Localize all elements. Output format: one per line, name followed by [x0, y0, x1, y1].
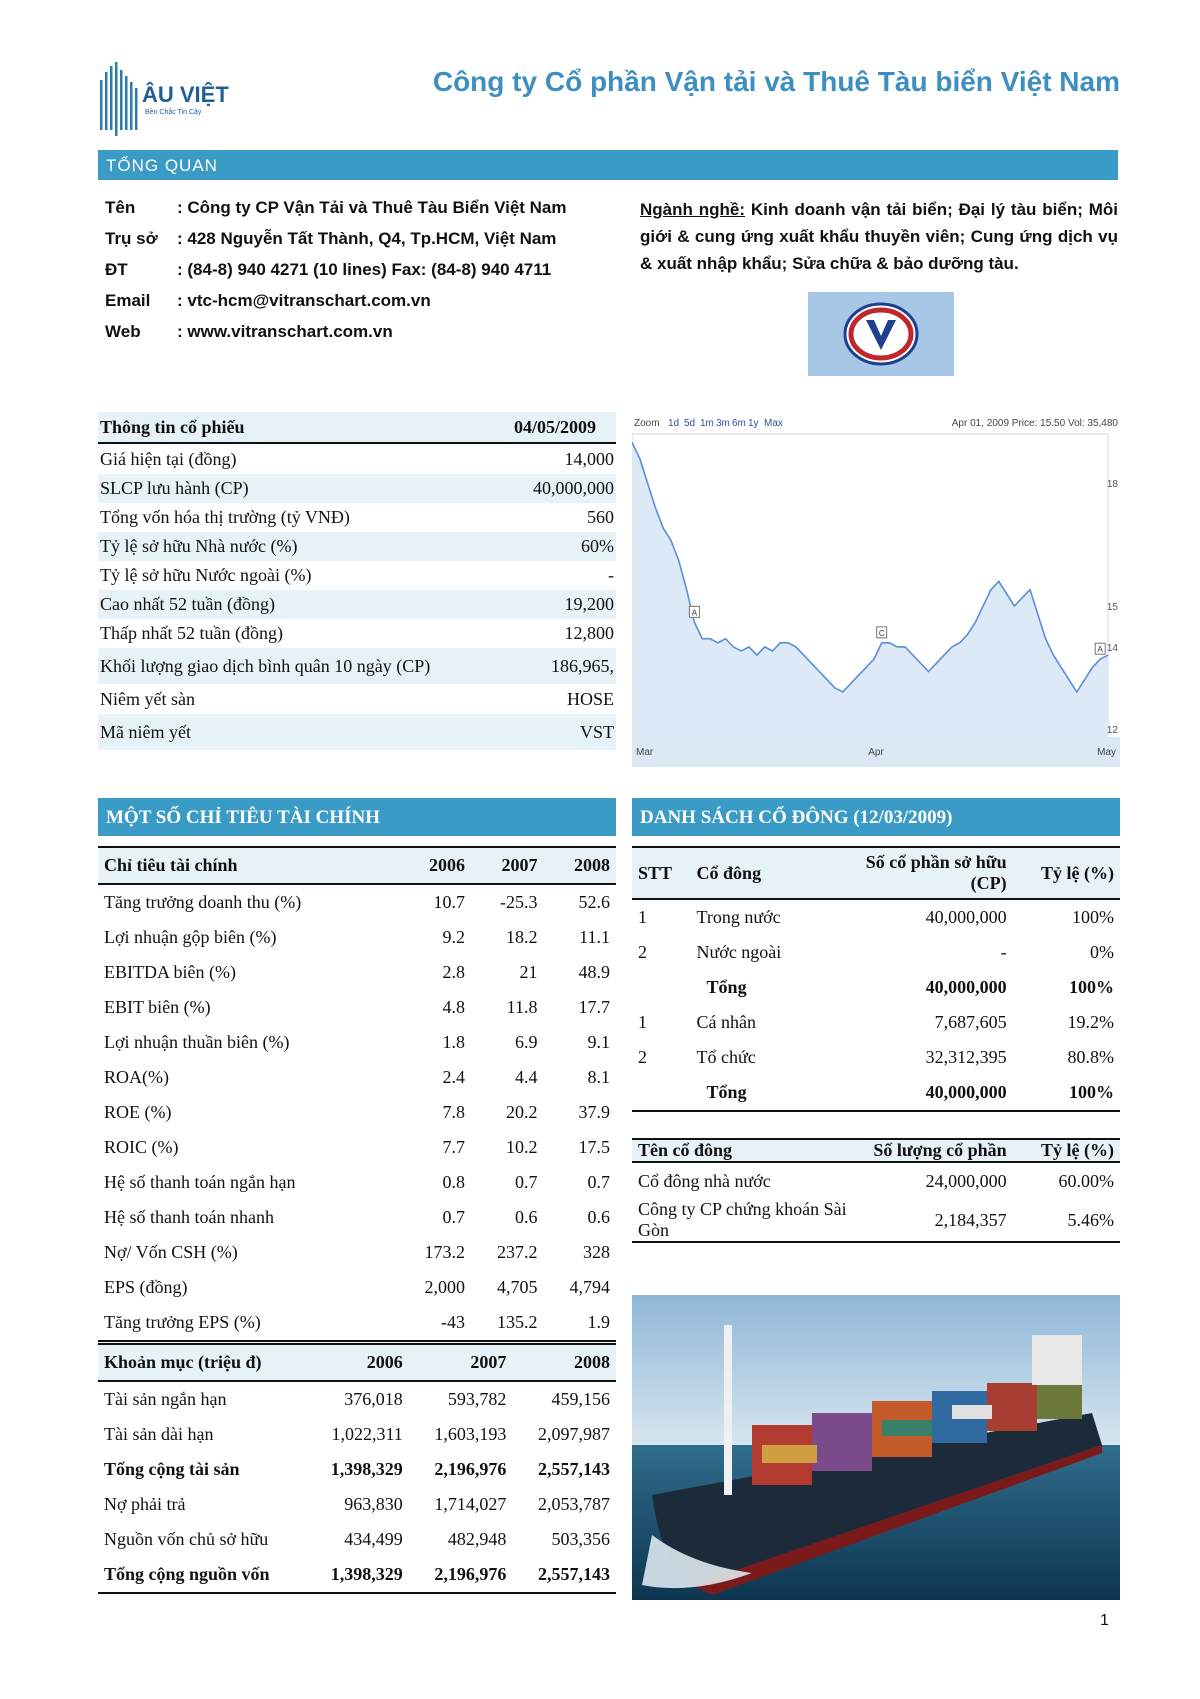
table-cell: 100%: [1013, 1075, 1120, 1111]
price-chart: [632, 412, 1120, 767]
vitranschart-logo: [808, 292, 954, 376]
table-cell: 593,782: [447, 1389, 507, 1409]
industry-text: Kinh doanh vận tải biển; Đại lý tàu biển; Môi giới & cung ứng xuất khẩu thuyền viên; Cung ứng dịch vụ & xuất nhập khẩu; Sửa chữa & bảo dưỡng tàu.: [640, 200, 1118, 273]
table-cell: 2,097,987: [538, 1424, 610, 1444]
column-header: Cổ đông: [691, 847, 837, 899]
table-row: [98, 1060, 616, 1095]
table-cell: Nguồn vốn chủ sở hữu: [104, 1529, 269, 1549]
stock-row: [98, 648, 616, 684]
table-header-row: [98, 847, 616, 884]
table-cell: Cá nhân: [696, 1012, 757, 1032]
table-cell: 17.7: [578, 997, 610, 1017]
table-cell: ROIC (%): [104, 1137, 179, 1157]
y-tick-label: 15: [1106, 601, 1118, 613]
column-header: 2008: [543, 847, 616, 884]
shareholders-heading: DANH SÁCH CỔ ĐÔNG (12/03/2009): [632, 798, 1120, 836]
table-row: [632, 1162, 1120, 1199]
x-tick-label: May: [1097, 747, 1116, 758]
table-cell: Tăng trưởng EPS (%): [98, 1305, 398, 1341]
table-cell: Lợi nhuận gộp biên (%): [104, 927, 277, 947]
table-cell: 503,356: [551, 1529, 610, 1549]
table-cell: Trong nước: [696, 907, 781, 927]
chart-readout: Apr 01, 2009 Price: 15.50 Vol: 35,480: [951, 418, 1118, 429]
info-key: Tên: [105, 198, 136, 217]
table-cell: 2,000: [424, 1277, 465, 1297]
stock-value: 14,000: [564, 448, 614, 469]
chart-zoom-option[interactable]: 1y: [748, 418, 759, 429]
logo-text: ÂU VIỆT: [142, 82, 229, 107]
table-cell: 4,794: [569, 1277, 610, 1297]
table-cell: 328: [583, 1242, 610, 1262]
column-header: 2007: [471, 847, 544, 884]
stock-value: HOSE: [566, 688, 614, 709]
info-key: Trụ sở: [105, 229, 158, 248]
table-cell: 18.2: [505, 927, 538, 947]
table-cell: [632, 1075, 691, 1111]
table-cell: 1,714,027: [434, 1494, 507, 1514]
table-cell: 24,000,000: [925, 1170, 1007, 1191]
table-cell: Nước ngoài: [696, 942, 782, 962]
column-header: 2006: [398, 847, 471, 884]
column-header: Số lượng cổ phần: [856, 1139, 1012, 1162]
table-cell: 40,000,000: [925, 907, 1007, 927]
table-cell: 0.6: [514, 1207, 538, 1227]
info-row: [105, 291, 625, 322]
y-tick-label: 14: [1106, 642, 1118, 654]
table-header-row: [98, 1344, 616, 1381]
stock-label: Khối lượng giao dịch bình quân 10 ngày (CP): [100, 655, 431, 676]
table-row: [632, 1005, 1120, 1040]
info-key: Email: [105, 291, 151, 310]
table-cell: EBIT biên (%): [104, 997, 211, 1017]
table-cell: 17.5: [578, 1137, 610, 1157]
chart-zoom-option[interactable]: 1d: [668, 418, 680, 429]
table-cell: Công ty CP chứng khoán Sài Gòn: [632, 1199, 856, 1242]
table-cell: Hệ số thanh toán nhanh: [104, 1207, 274, 1227]
table-cell: ROE (%): [104, 1102, 172, 1122]
page-title: Công ty Cổ phần Vận tải và Thuê Tàu biển Việt Nam: [432, 66, 1120, 97]
stock-row: [98, 684, 616, 714]
stock-row: [98, 444, 616, 474]
table-row: [98, 1417, 616, 1452]
container-ship-photo: [632, 1295, 1120, 1600]
table-cell: Tổng: [691, 1075, 837, 1111]
table-cell: 11.1: [579, 927, 610, 947]
table-cell: 10.2: [505, 1137, 538, 1157]
column-header: Số cổ phần sở hữu (CP): [837, 847, 1013, 899]
table-row: [98, 990, 616, 1025]
table-cell: 0.7: [587, 1172, 610, 1192]
table-cell: 32,312,395: [925, 1047, 1007, 1067]
table-cell: 21: [519, 962, 538, 982]
stock-row: [98, 561, 616, 590]
table-cell: 7,687,605: [934, 1012, 1007, 1032]
info-key: Web: [105, 322, 141, 341]
table-cell: 8.1: [587, 1067, 610, 1087]
stock-value: 40,000,000: [533, 478, 614, 498]
event-marker-label: A: [691, 608, 698, 618]
stock-title: Thông tin cổ phiếu: [100, 416, 245, 437]
table-cell: 52.6: [578, 892, 610, 912]
info-value[interactable]: : www.vitranschart.com.vn: [177, 322, 393, 341]
shareholder-structure-table: [632, 846, 1120, 1112]
table-row: [98, 955, 616, 990]
stock-value: 560: [587, 507, 614, 527]
table-cell: 2: [638, 1047, 647, 1067]
table-row: [98, 1235, 616, 1270]
stock-label: Cao nhất 52 tuần (đồng): [100, 594, 275, 614]
chart-zoom-option[interactable]: 5d: [684, 418, 696, 429]
table-row: [98, 1305, 616, 1341]
table-cell: 0%: [1090, 942, 1114, 962]
table-cell: 1: [638, 907, 647, 927]
table-cell: EBITDA biên (%): [104, 962, 236, 982]
chart-zoom-option[interactable]: 3m: [716, 418, 730, 429]
table-cell: 1: [638, 1012, 647, 1032]
table-cell: 48.9: [578, 962, 610, 982]
table-cell: 7.7: [442, 1137, 465, 1157]
table-cell: 135.2: [471, 1305, 544, 1341]
page-number: 1: [1100, 1612, 1109, 1629]
table-cell: 1,398,329: [305, 1557, 409, 1593]
table-cell: 376,018: [344, 1389, 403, 1409]
table-row: [98, 1487, 616, 1522]
table-row: [98, 1200, 616, 1235]
major-shareholders-table: [632, 1138, 1120, 1243]
table-cell: Tài sản dài hạn: [104, 1424, 214, 1444]
table-row: [98, 1025, 616, 1060]
company-info: [105, 198, 625, 353]
table-cell: 0.6: [587, 1207, 610, 1227]
table-cell: 6.9: [514, 1032, 538, 1052]
table-cell: 1,603,193: [434, 1424, 507, 1444]
financial-ratios-table: [98, 846, 616, 1342]
table-cell: 237.2: [496, 1242, 538, 1262]
table-cell: 11.8: [506, 997, 538, 1017]
column-header: STT: [632, 847, 691, 899]
stock-row: [98, 503, 616, 532]
stock-value: -: [608, 565, 614, 585]
info-row: [105, 260, 625, 291]
info-value: : (84-8) 940 4271 (10 lines) Fax: (84-8) 940 4711: [177, 260, 552, 279]
table-row: [98, 884, 616, 920]
balance-sheet-table: [98, 1343, 616, 1594]
chart-zoom-option: Zoom: [634, 418, 660, 429]
table-cell: 0.7: [442, 1207, 465, 1227]
table-cell: 2,196,976: [434, 1459, 507, 1479]
stock-label: SLCP lưu hành (CP): [100, 478, 249, 498]
table-row: [632, 899, 1120, 935]
table-cell: Tăng trưởng doanh thu (%): [104, 892, 302, 912]
stock-date: 04/05/2009: [514, 416, 597, 437]
stock-row: [98, 590, 616, 619]
column-header: Tỷ lệ (%): [1013, 847, 1120, 899]
table-cell: 100%: [1069, 977, 1114, 997]
table-row: [632, 1075, 1120, 1111]
table-cell: Tổng cộng tài sản: [104, 1459, 240, 1479]
table-cell: 1,022,311: [331, 1424, 403, 1444]
info-value: : 428 Nguyễn Tất Thành, Q4, Tp.HCM, Việt Nam: [177, 229, 557, 248]
table-row: [632, 1199, 1120, 1242]
chart-zoom-option[interactable]: 1m: [700, 418, 714, 429]
table-cell: 2.8: [442, 962, 465, 982]
table-cell: 40,000,000: [925, 977, 1007, 997]
stock-label: Tỷ lệ sở hữu Nhà nước (%): [100, 536, 298, 556]
table-cell: Lợi nhuận thuần biên (%): [104, 1032, 290, 1052]
column-header: 2007: [409, 1344, 513, 1381]
stock-label: Tỷ lệ sở hữu Nước ngoài (%): [100, 565, 312, 585]
logo-tagline: Bền Chắc Tin Cậy: [145, 109, 202, 116]
chart-zoom-option[interactable]: 6m: [732, 418, 746, 429]
stock-row: [98, 619, 616, 648]
table-row: [632, 935, 1120, 970]
table-cell: ROA(%): [104, 1067, 169, 1087]
table-cell: 80.8%: [1067, 1047, 1114, 1067]
info-key: ĐT: [105, 260, 128, 279]
column-header: 2008: [512, 1344, 616, 1381]
table-cell: Nợ/ Vốn CSH (%): [104, 1242, 238, 1262]
table-header-row: [632, 847, 1120, 899]
table-row: [632, 970, 1120, 1005]
stock-header: [98, 412, 616, 444]
table-cell: 19.2%: [1067, 1012, 1114, 1032]
info-row: [105, 229, 625, 260]
table-row: [98, 1130, 616, 1165]
table-cell: 434,499: [344, 1529, 403, 1549]
table-row: [98, 1452, 616, 1487]
stock-row: [98, 532, 616, 561]
stock-label: Tổng vốn hóa thị trường (tỷ VNĐ): [100, 507, 350, 527]
table-cell: -25.3: [499, 892, 538, 912]
table-row: [632, 1040, 1120, 1075]
company-logo: [100, 62, 245, 142]
table-cell: 2,557,143: [512, 1557, 616, 1593]
table-cell: 459,156: [551, 1389, 610, 1409]
table-row: [98, 1095, 616, 1130]
table-cell: Hệ số thanh toán ngắn hạn: [104, 1172, 296, 1192]
table-cell: 173.2: [424, 1242, 465, 1262]
table-header-row: [632, 1139, 1120, 1162]
table-cell: 100%: [1072, 907, 1114, 927]
table-cell: 963,830: [344, 1494, 403, 1514]
stock-label: Niêm yết sàn: [100, 688, 195, 709]
stock-info-table: [98, 412, 616, 750]
table-cell: 5.46%: [1013, 1199, 1120, 1242]
table-cell: Cổ đông nhà nước: [638, 1170, 771, 1191]
chart-zoom-option[interactable]: Max: [764, 418, 783, 429]
y-tick-label: 12: [1106, 724, 1118, 736]
table-cell: Tổng cộng nguồn vốn: [98, 1557, 305, 1593]
table-cell: Tổng: [706, 977, 747, 997]
table-cell: EPS (đồng): [104, 1277, 188, 1297]
stock-value: 186,965,: [551, 655, 614, 676]
table-row: [98, 1270, 616, 1305]
table-cell: 37.9: [578, 1102, 610, 1122]
industry-label: Ngành nghề:: [640, 200, 745, 219]
column-header: Tỷ lệ (%): [1013, 1139, 1120, 1162]
table-cell: 10.7: [433, 892, 465, 912]
table-cell: 9.2: [442, 927, 465, 947]
stock-value: 19,200: [564, 594, 614, 614]
table-cell: 2: [638, 942, 647, 962]
event-marker-label: A: [1097, 645, 1103, 655]
table-cell: 2,196,976: [409, 1557, 513, 1593]
table-cell: 0.7: [514, 1172, 538, 1192]
industry-block: [640, 196, 1118, 277]
table-row: [98, 1381, 616, 1417]
financial-heading: MỘT SỐ CHỈ TIÊU TÀI CHÍNH: [98, 798, 616, 836]
table-cell: 9.1: [587, 1032, 610, 1052]
table-cell: 2,557,143: [538, 1459, 610, 1479]
table-cell: 4.8: [442, 997, 465, 1017]
event-marker-label: C: [878, 628, 885, 638]
table-cell: 60.00%: [1058, 1170, 1114, 1191]
table-row: [98, 920, 616, 955]
table-cell: 20.2: [505, 1102, 538, 1122]
info-row: [105, 198, 625, 229]
info-value[interactable]: : vtc-hcm@vitranschart.com.vn: [177, 291, 431, 310]
info-row: [105, 322, 625, 353]
column-header: Chỉ tiêu tài chính: [98, 847, 398, 884]
stock-value: VST: [579, 721, 614, 742]
stock-value: 12,800: [564, 623, 614, 643]
table-cell: 1.9: [543, 1305, 616, 1341]
table-cell: 0.8: [442, 1172, 465, 1192]
table-row: [98, 1522, 616, 1557]
table-cell: 7.8: [442, 1102, 465, 1122]
table-cell: Tài sản ngắn hạn: [104, 1389, 227, 1409]
x-tick-label: Mar: [636, 747, 654, 758]
column-header: 2006: [305, 1344, 409, 1381]
table-cell: 2,053,787: [538, 1494, 610, 1514]
table-cell: 2.4: [442, 1067, 465, 1087]
table-cell: Nợ phải trả: [104, 1494, 186, 1514]
table-cell: 2,184,357: [856, 1199, 1012, 1242]
x-tick-label: Apr: [868, 747, 884, 758]
table-cell: -: [1000, 942, 1007, 962]
stock-label: Giá hiện tại (đồng): [100, 448, 237, 469]
table-cell: Tổ chức: [696, 1047, 756, 1067]
stock-row: [98, 714, 616, 750]
table-cell: 1.8: [442, 1032, 465, 1052]
table-row: [98, 1557, 616, 1593]
table-cell: 4.4: [514, 1067, 538, 1087]
table-cell: -43: [398, 1305, 471, 1341]
info-value: : Công ty CP Vận Tải và Thuê Tàu Biển Việt Nam: [177, 198, 567, 217]
stock-label: Mã niêm yết: [100, 721, 191, 742]
table-cell: 40,000,000: [837, 1075, 1013, 1111]
table-cell: 4,705: [496, 1277, 538, 1297]
stock-value: 60%: [581, 536, 614, 556]
column-header: Tên cổ đông: [632, 1139, 856, 1162]
stock-row: [98, 474, 616, 503]
column-header: Khoản mục (triệu đ): [98, 1344, 305, 1381]
table-cell: 482,948: [447, 1529, 507, 1549]
table-cell: [632, 970, 691, 1005]
table-row: [98, 1165, 616, 1200]
table-cell: 1,398,329: [330, 1459, 403, 1479]
stock-label: Thấp nhất 52 tuần (đồng): [100, 623, 283, 643]
y-tick-label: 18: [1106, 479, 1118, 491]
overview-heading: TỔNG QUAN: [98, 150, 1118, 180]
